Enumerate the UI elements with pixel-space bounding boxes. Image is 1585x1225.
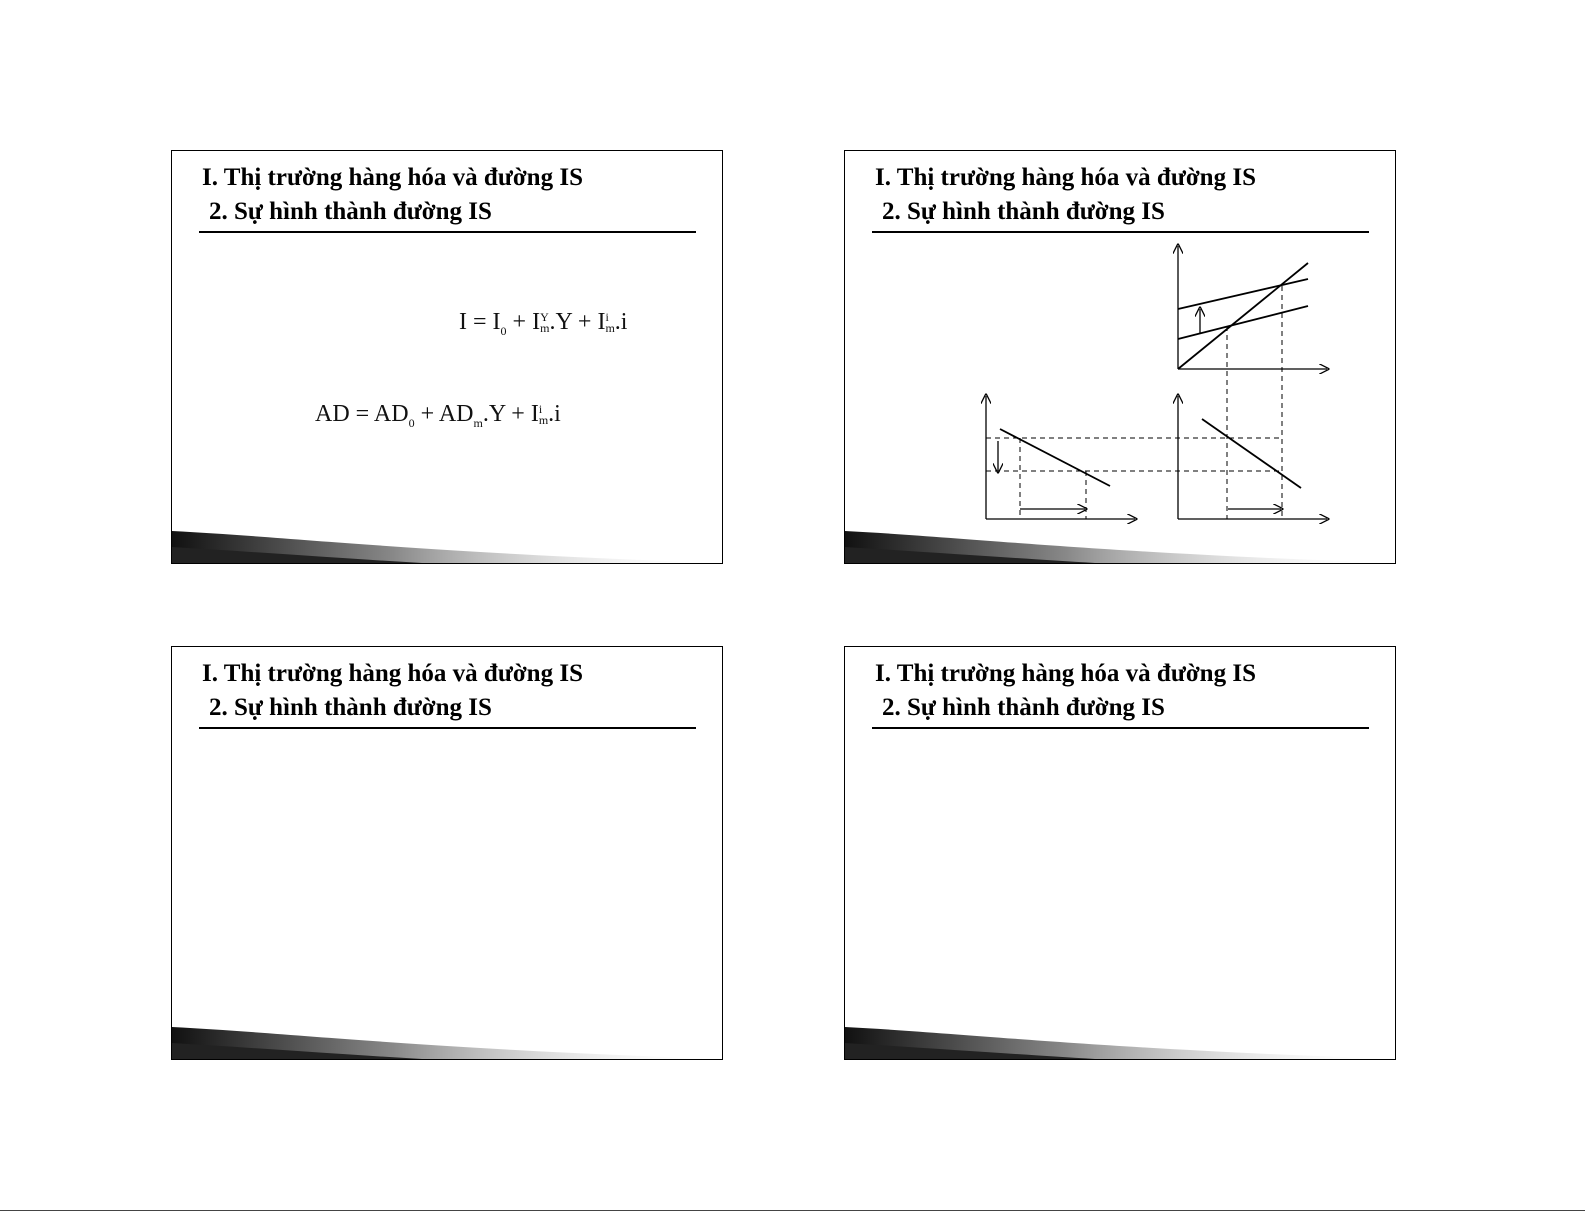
slide-2: [844, 150, 1396, 564]
ad-line-upper: [1178, 279, 1308, 309]
title-line-2: 2. Sự hình thành đường IS: [882, 198, 1165, 225]
slide-title: [875, 657, 1256, 725]
slide-title: [202, 657, 583, 725]
ad-line-lower: [1178, 306, 1308, 339]
title-line-2: 2. Sự hình thành đường IS: [209, 694, 492, 721]
slide-swoosh-decoration: [845, 523, 1396, 563]
forty-five-degree-line: [1178, 263, 1308, 369]
title-line-1: I. Thị trường hàng hóa và đường IS: [875, 660, 1256, 687]
investment-equation: $I = I_0 + I$ Y m .Y + I i m .i: [459, 309, 628, 338]
slide-swoosh-decoration: [172, 1019, 723, 1059]
title-line-2: 2. Sự hình thành đường IS: [209, 198, 492, 225]
page-bottom-rule: [0, 1210, 1585, 1211]
slide-title: [202, 161, 583, 229]
title-line-1: I. Thị trường hàng hóa và đường IS: [875, 164, 1256, 191]
aggregate-demand-equation: AD = $AD_0 + AD_m.Y + I$ i m .i: [315, 401, 561, 430]
title-divider: [872, 727, 1369, 729]
slide-4: [844, 646, 1396, 1060]
title-line-1: I. Thị trường hàng hóa và đường IS: [202, 660, 583, 687]
title-line-2: 2. Sự hình thành đường IS: [882, 694, 1165, 721]
title-divider: [199, 727, 696, 729]
is-curve-derivation-diagram: [845, 151, 1396, 564]
title-divider: [199, 231, 696, 233]
slide-swoosh-decoration: [172, 523, 723, 563]
slide-3: [171, 646, 723, 1060]
slide-1: [171, 150, 723, 564]
is-curve-line: [1202, 419, 1301, 488]
slide-swoosh-decoration: [845, 1019, 1396, 1059]
title-line-1: I. Thị trường hàng hóa và đường IS: [202, 164, 583, 191]
